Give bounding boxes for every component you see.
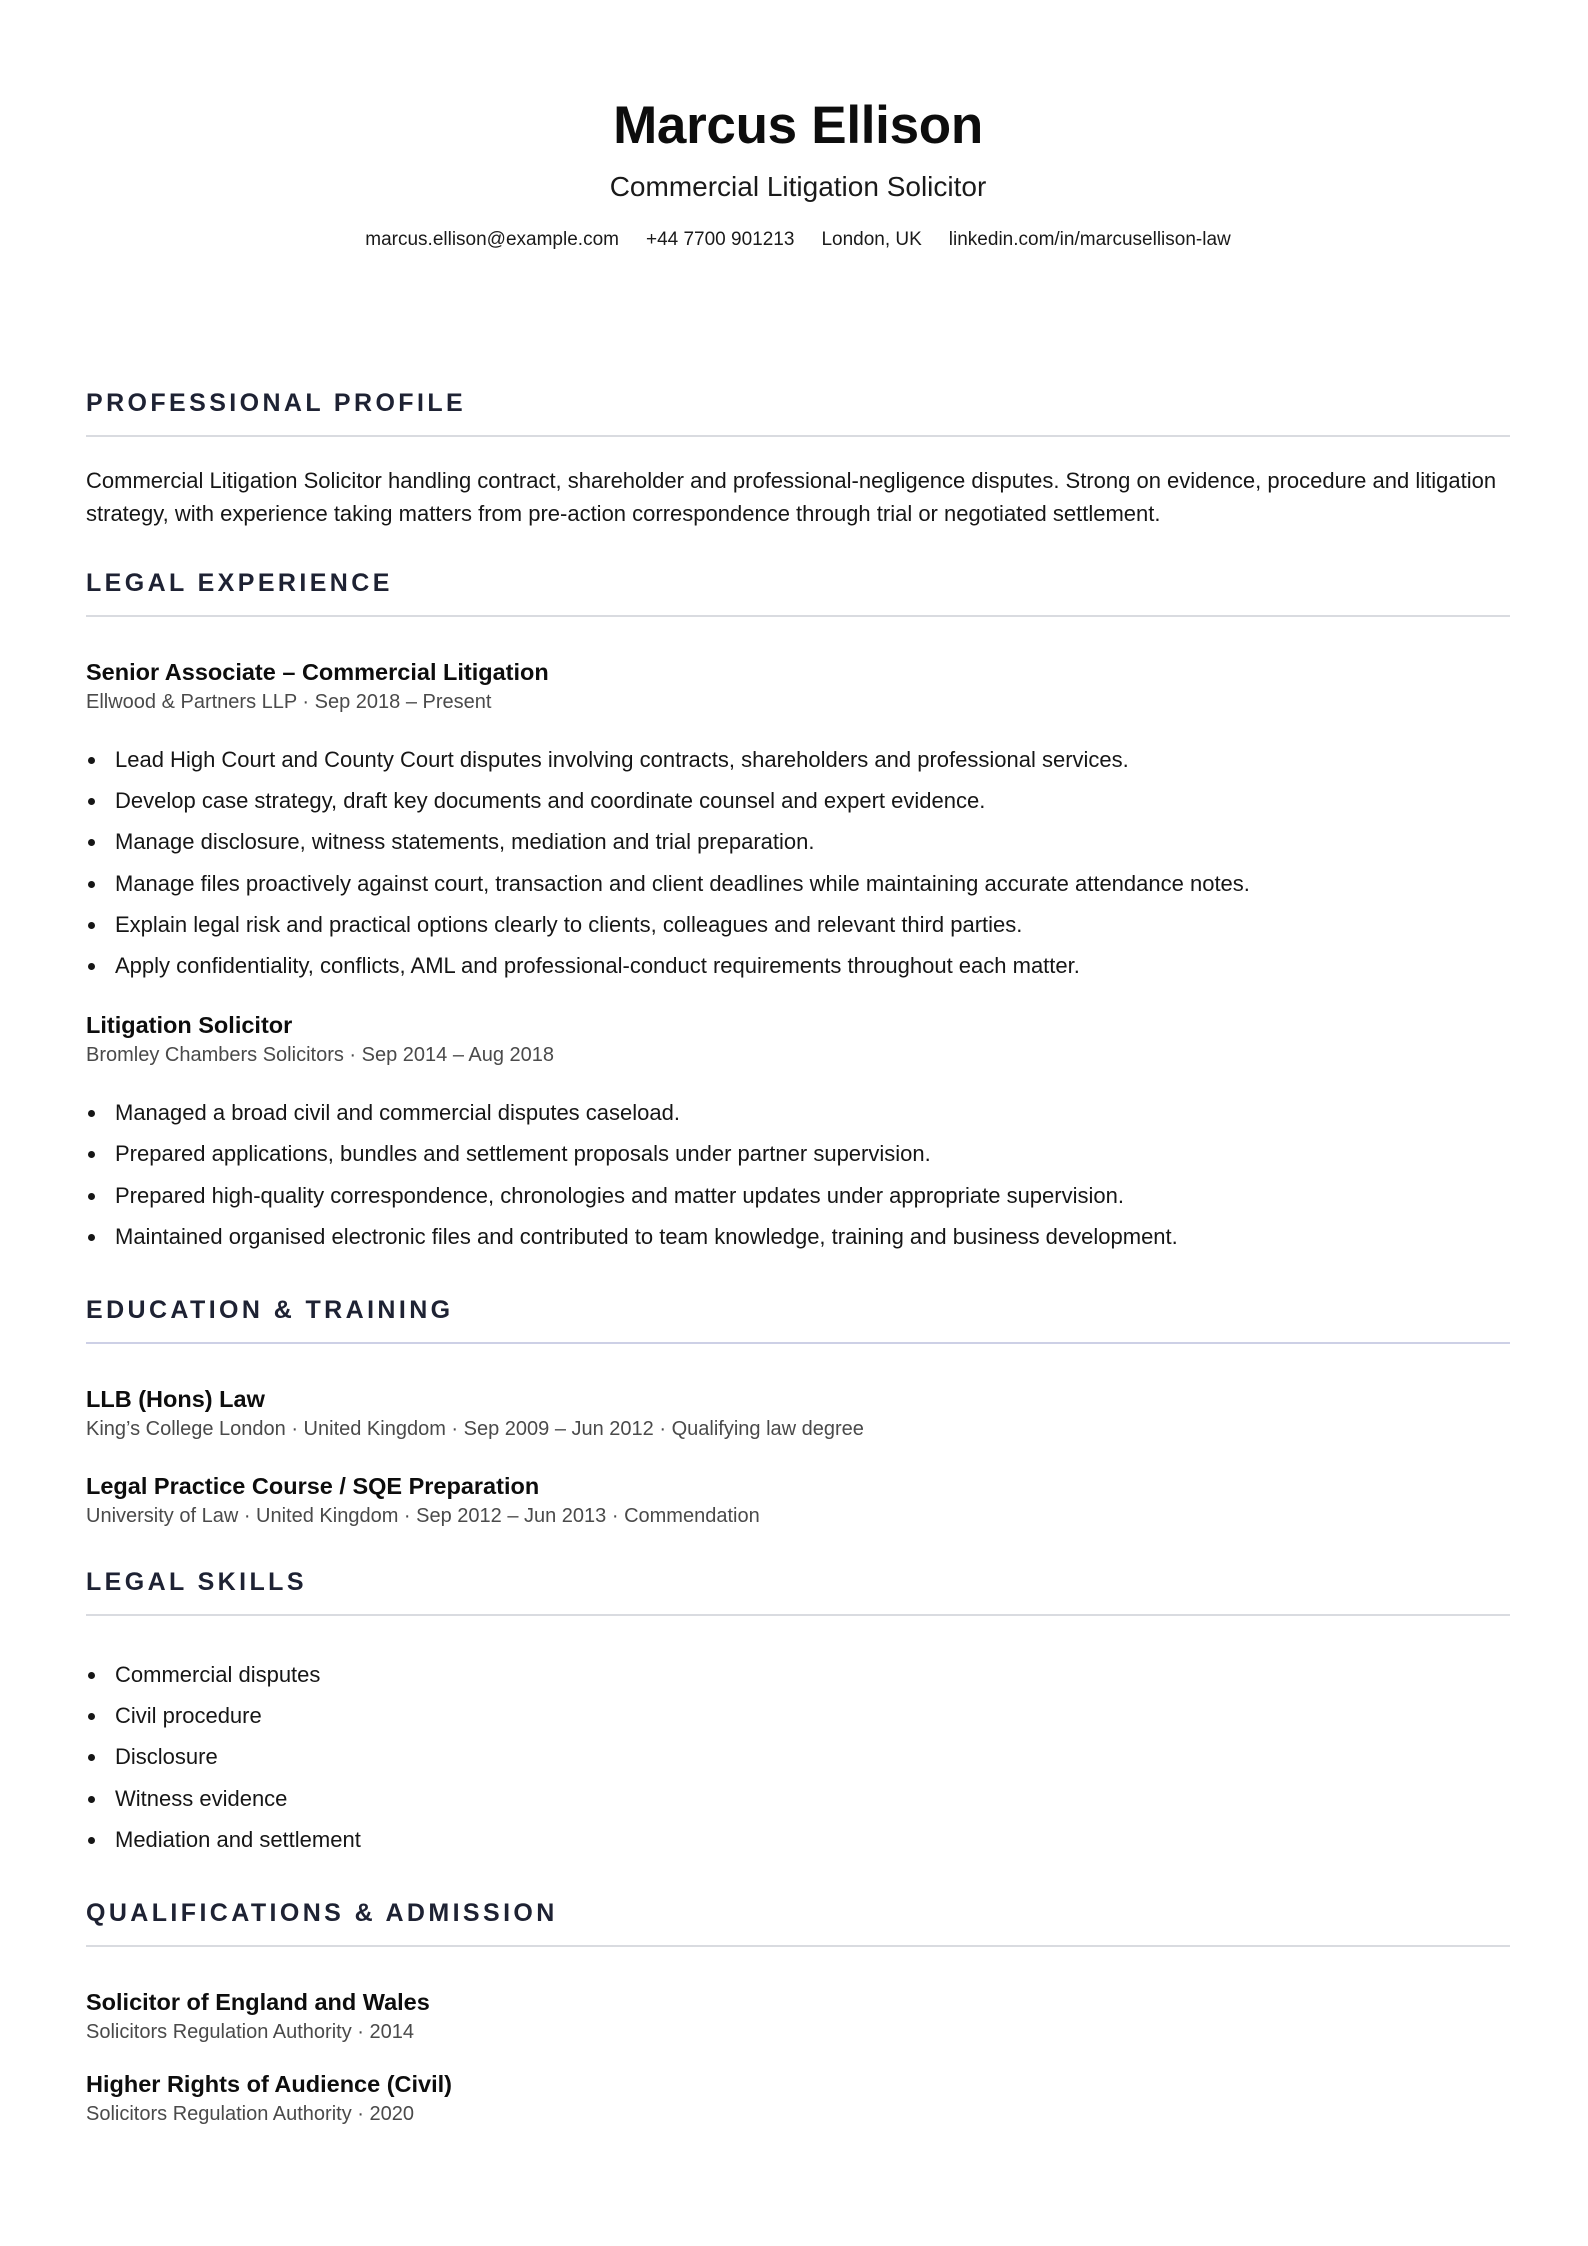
list-item: Prepared high-quality correspondence, chronologies and matter updates under appropriate supervision.	[86, 1175, 1510, 1216]
education-entry	[86, 1384, 1510, 1442]
list-item: Manage files proactively against court, transaction and client deadlines while maintaining accurate attendance notes.	[86, 863, 1510, 904]
list-item: Apply confidentiality, conflicts, AML and professional-conduct requirements throughout each matter.	[86, 945, 1510, 986]
section-heading-skills: LEGAL SKILLS	[86, 1567, 1510, 1616]
degree-details: King’s College London · United Kingdom · Sep 2009 – Jun 2012 · Qualifying law degree	[86, 1418, 864, 1441]
resume-page	[86, 96, 1510, 2127]
contact-location: London, UK	[821, 229, 922, 250]
list-item: Prepared applications, bundles and settlement proposals under partner supervision.	[86, 1133, 1510, 1174]
experience-entry	[86, 657, 1510, 986]
experience-entry	[86, 1010, 1510, 1257]
job-title: Senior Associate – Commercial Litigation	[86, 659, 549, 685]
section-heading-education: EDUCATION & TRAINING	[86, 1295, 1510, 1344]
qualification-title: Solicitor of England and Wales	[86, 1989, 430, 2016]
education-entry	[86, 1471, 1510, 1529]
list-item: Witness evidence	[86, 1778, 1510, 1819]
candidate-title: Commercial Litigation Solicitor	[609, 171, 987, 202]
qualification-entry	[86, 2069, 1510, 2127]
degree-title: Legal Practice Course / SQE Preparation	[86, 1473, 540, 1500]
job-employer-dates: Ellwood & Partners LLP · Sep 2018 – Present	[86, 691, 492, 713]
list-item: Explain legal risk and practical options clearly to clients, colleagues and relevant third parties.	[86, 904, 1510, 945]
section-heading-qualifications: QUALIFICATIONS & ADMISSION	[86, 1898, 1510, 1947]
contact-phone[interactable]: +44 7700 901213	[645, 229, 795, 250]
job-duties-list	[86, 739, 1510, 986]
candidate-name: Marcus Ellison	[613, 96, 983, 155]
job-duties-list	[86, 1092, 1510, 1257]
list-item: Civil procedure	[86, 1695, 1510, 1736]
qualification-entry	[86, 1987, 1510, 2045]
list-item: Manage disclosure, witness statements, mediation and trial preparation.	[86, 821, 1510, 862]
section-heading-profile: PROFESSIONAL PROFILE	[86, 388, 1510, 437]
skills-list	[86, 1654, 1510, 1860]
list-item: Maintained organised electronic files and contributed to team knowledge, training and business development.	[86, 1216, 1510, 1257]
contact-linkedin[interactable]: linkedin.com/in/marcusellison-law	[948, 229, 1231, 250]
degree-title: LLB (Hons) Law	[86, 1386, 265, 1413]
job-title: Litigation Solicitor	[86, 1012, 293, 1039]
list-item: Mediation and settlement	[86, 1819, 1510, 1860]
degree-details: University of Law · United Kingdom · Sep 2012 – Jun 2013 · Commendation	[86, 1505, 760, 1528]
profile-summary: Commercial Litigation Solicitor handling contract, shareholder and professional-negligence disputes. Strong on evidence, procedure and litigation strategy, with experience taking matters from pre-action correspondence through trial or negotiated settlement.	[86, 468, 1497, 526]
job-employer-dates: Bromley Chambers Solicitors · Sep 2014 – Aug 2018	[86, 1044, 555, 1067]
qualification-details: Solicitors Regulation Authority · 2014	[86, 2021, 414, 2044]
qualification-details: Solicitors Regulation Authority · 2020	[86, 2103, 414, 2126]
list-item: Disclosure	[86, 1736, 1510, 1777]
qualification-title: Higher Rights of Audience (Civil)	[86, 2071, 453, 2098]
resume-header	[86, 96, 1510, 252]
list-item: Lead High Court and County Court disputes involving contracts, shareholders and professional services.	[86, 739, 1510, 780]
list-item: Managed a broad civil and commercial disputes caseload.	[86, 1092, 1510, 1133]
contact-email[interactable]: marcus.ellison@example.com	[365, 229, 619, 250]
contact-line	[86, 228, 1510, 252]
section-heading-experience: LEGAL EXPERIENCE	[86, 568, 1510, 617]
list-item: Develop case strategy, draft key documents and coordinate counsel and expert evidence.	[86, 780, 1510, 821]
list-item: Commercial disputes	[86, 1654, 1510, 1695]
